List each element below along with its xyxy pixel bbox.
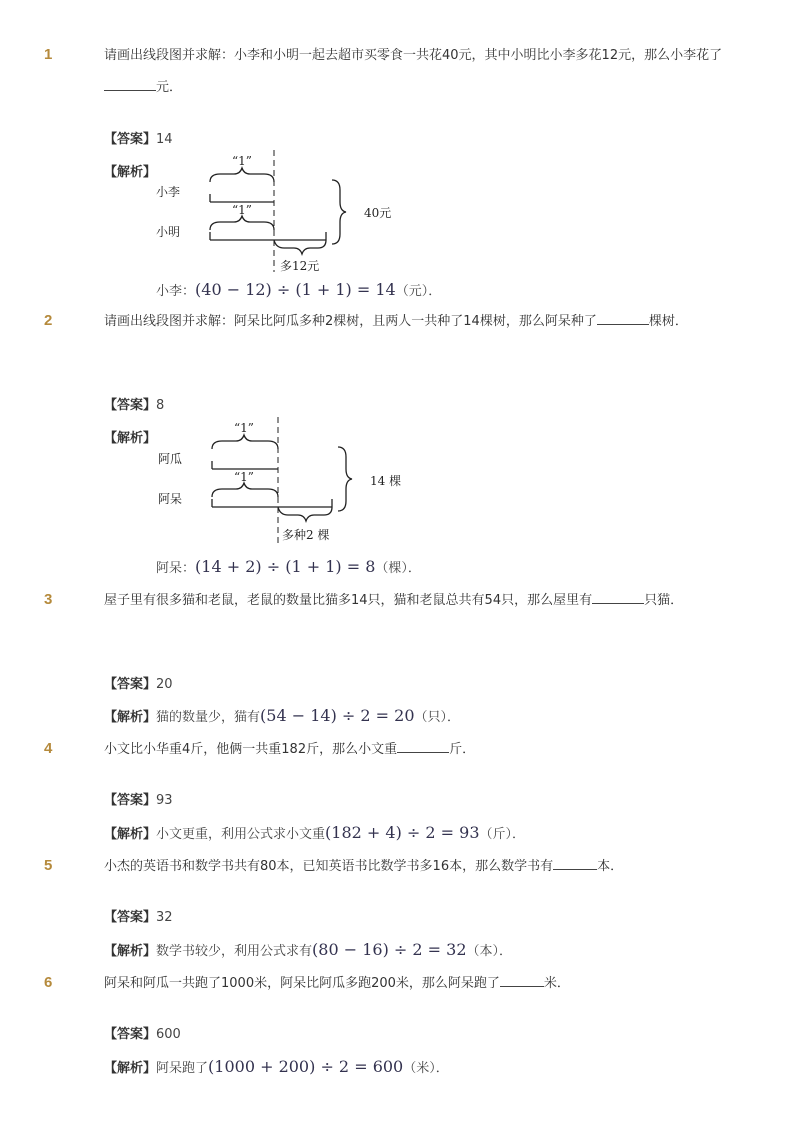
question-text: 请画出线段图并求解：小李和小明一起去超市买零食一共花40元，其中小明比小李多花12元，那么小李花了 [104, 48, 723, 63]
diff-label: 多种2 棵 [282, 528, 330, 542]
answer-blank [553, 857, 597, 870]
brace-right [338, 447, 352, 511]
answer-line [104, 396, 164, 416]
answer-blank [397, 740, 449, 753]
answer-blank [104, 78, 156, 91]
analysis-suffix: （本）． [466, 944, 513, 959]
unit-label: “1” [234, 470, 254, 484]
answer-label: 【答案】 [104, 677, 157, 692]
analysis-tag: 【解析】 [104, 827, 157, 842]
problem-number: 6 [44, 974, 53, 991]
analysis-label [104, 163, 156, 183]
brace [212, 483, 278, 497]
problem-text [104, 968, 744, 1000]
brace-bottom [278, 507, 332, 521]
analysis-text: 阿呆跑了 [156, 1061, 209, 1076]
analysis-line [104, 706, 460, 728]
answer-label: 【答案】 [104, 132, 157, 147]
answer-value: 8 [156, 398, 165, 413]
analysis-suffix: （只）． [414, 710, 461, 725]
analysis-tag: 【解析】 [104, 1061, 157, 1076]
answer-line [104, 908, 173, 928]
answer-line [104, 675, 173, 695]
analysis-suffix: （米）． [403, 1061, 449, 1076]
question-text-end: 米． [543, 976, 570, 991]
problem-text [104, 585, 744, 617]
math-expression: (40 − 12) ÷ (1 + 1) = 14 [195, 280, 396, 299]
answer-label: 【答案】 [104, 793, 157, 808]
answer-line [104, 791, 173, 811]
problem-text [104, 734, 744, 766]
question-text: 阿呆和阿瓜一共跑了1000米，阿呆比阿瓜多跑200米，那么阿呆跑了 [104, 976, 500, 991]
answer-blank [592, 591, 644, 604]
brace-bottom [274, 240, 326, 254]
name-label: 阿瓜 [158, 452, 183, 466]
unit-label: “1” [232, 203, 252, 217]
question-text-end: 元． [156, 80, 183, 95]
unit-label: “1” [232, 154, 252, 168]
analysis-line [104, 1057, 449, 1079]
math-expression: (80 − 16) ÷ 2 = 32 [312, 940, 467, 959]
math-expression: (54 − 14) ÷ 2 = 20 [260, 706, 415, 725]
math-expression: (14 + 2) ÷ (1 + 1) = 8 [195, 557, 376, 576]
unit-label: “1” [234, 421, 254, 435]
problem-number: 3 [44, 591, 53, 608]
analysis-tag: 【解析】 [104, 944, 157, 959]
answer-line [104, 1025, 181, 1045]
answer-label: 【答案】 [104, 910, 157, 925]
analysis-text: 猫的数量少，猫有 [156, 710, 261, 725]
question-text-end: 斤． [449, 742, 476, 757]
math-expression: (1000 + 200) ÷ 2 = 600 [208, 1057, 404, 1076]
brace [210, 168, 274, 182]
question-text-end: 只猫． [644, 593, 684, 608]
answer-value: 32 [156, 910, 173, 925]
answer-blank [597, 312, 649, 325]
problem-number: 1 [44, 46, 53, 63]
analysis-suffix: （斤）． [479, 827, 526, 842]
question-text: 请画出线段图并求解：阿呆比阿瓜多种2棵树，且两人一共种了14棵树，那么阿呆种了 [104, 314, 597, 329]
problem-number: 4 [44, 740, 53, 757]
answer-label: 【答案】 [104, 1027, 157, 1042]
name-label: 小明 [156, 225, 181, 239]
segment-diagram [150, 417, 420, 549]
question-text-end: 本． [597, 859, 624, 874]
answer-value: 20 [156, 677, 173, 692]
analysis-label [104, 429, 156, 449]
analysis-line [104, 940, 512, 962]
brace-right [332, 180, 346, 244]
calc-prefix: 阿呆： [156, 561, 196, 576]
diff-label: 多12元 [280, 259, 320, 273]
answer-value: 14 [156, 132, 173, 147]
answer-value: 93 [156, 793, 173, 808]
name-label: 阿呆 [158, 492, 183, 506]
problem-number: 2 [44, 312, 53, 329]
calc-line [156, 280, 441, 302]
problem-text [104, 306, 744, 338]
total-label: 14 棵 [370, 474, 402, 488]
brace [210, 216, 274, 230]
question-text: 小文比小华重4斤，他俩一共重182斤，那么小文重 [104, 742, 398, 757]
problem-text [104, 40, 744, 104]
question-text-end: 棵树． [648, 314, 688, 329]
analysis-tag: 【解析】 [104, 165, 157, 180]
analysis-text: 小文更重，利用公式求小文重 [156, 827, 326, 842]
brace [212, 435, 278, 449]
calc-line [156, 557, 421, 579]
calc-suffix: （元）． [395, 284, 442, 299]
answer-line [104, 130, 173, 150]
answer-blank [500, 974, 544, 987]
calc-prefix: 小李： [156, 284, 196, 299]
analysis-text: 数学书较少，利用公式求有 [156, 944, 313, 959]
analysis-tag: 【解析】 [104, 431, 157, 446]
question-text: 小杰的英语书和数学书共有80本，已知英语书比数学书多16本，那么数学书有 [104, 859, 554, 874]
name-label: 小李 [156, 185, 181, 199]
math-expression: (182 + 4) ÷ 2 = 93 [325, 823, 480, 842]
analysis-tag: 【解析】 [104, 710, 157, 725]
total-label: 40元 [364, 206, 392, 220]
answer-label: 【答案】 [104, 398, 157, 413]
answer-value: 600 [156, 1027, 181, 1042]
question-text: 屋子里有很多猫和老鼠，老鼠的数量比猫多14只，猫和老鼠总共有54只，那么屋里有 [104, 593, 593, 608]
analysis-line [104, 823, 525, 845]
problem-text [104, 851, 744, 883]
problem-number: 5 [44, 857, 53, 874]
segment-diagram [150, 150, 410, 280]
calc-suffix: （棵）． [375, 561, 421, 576]
